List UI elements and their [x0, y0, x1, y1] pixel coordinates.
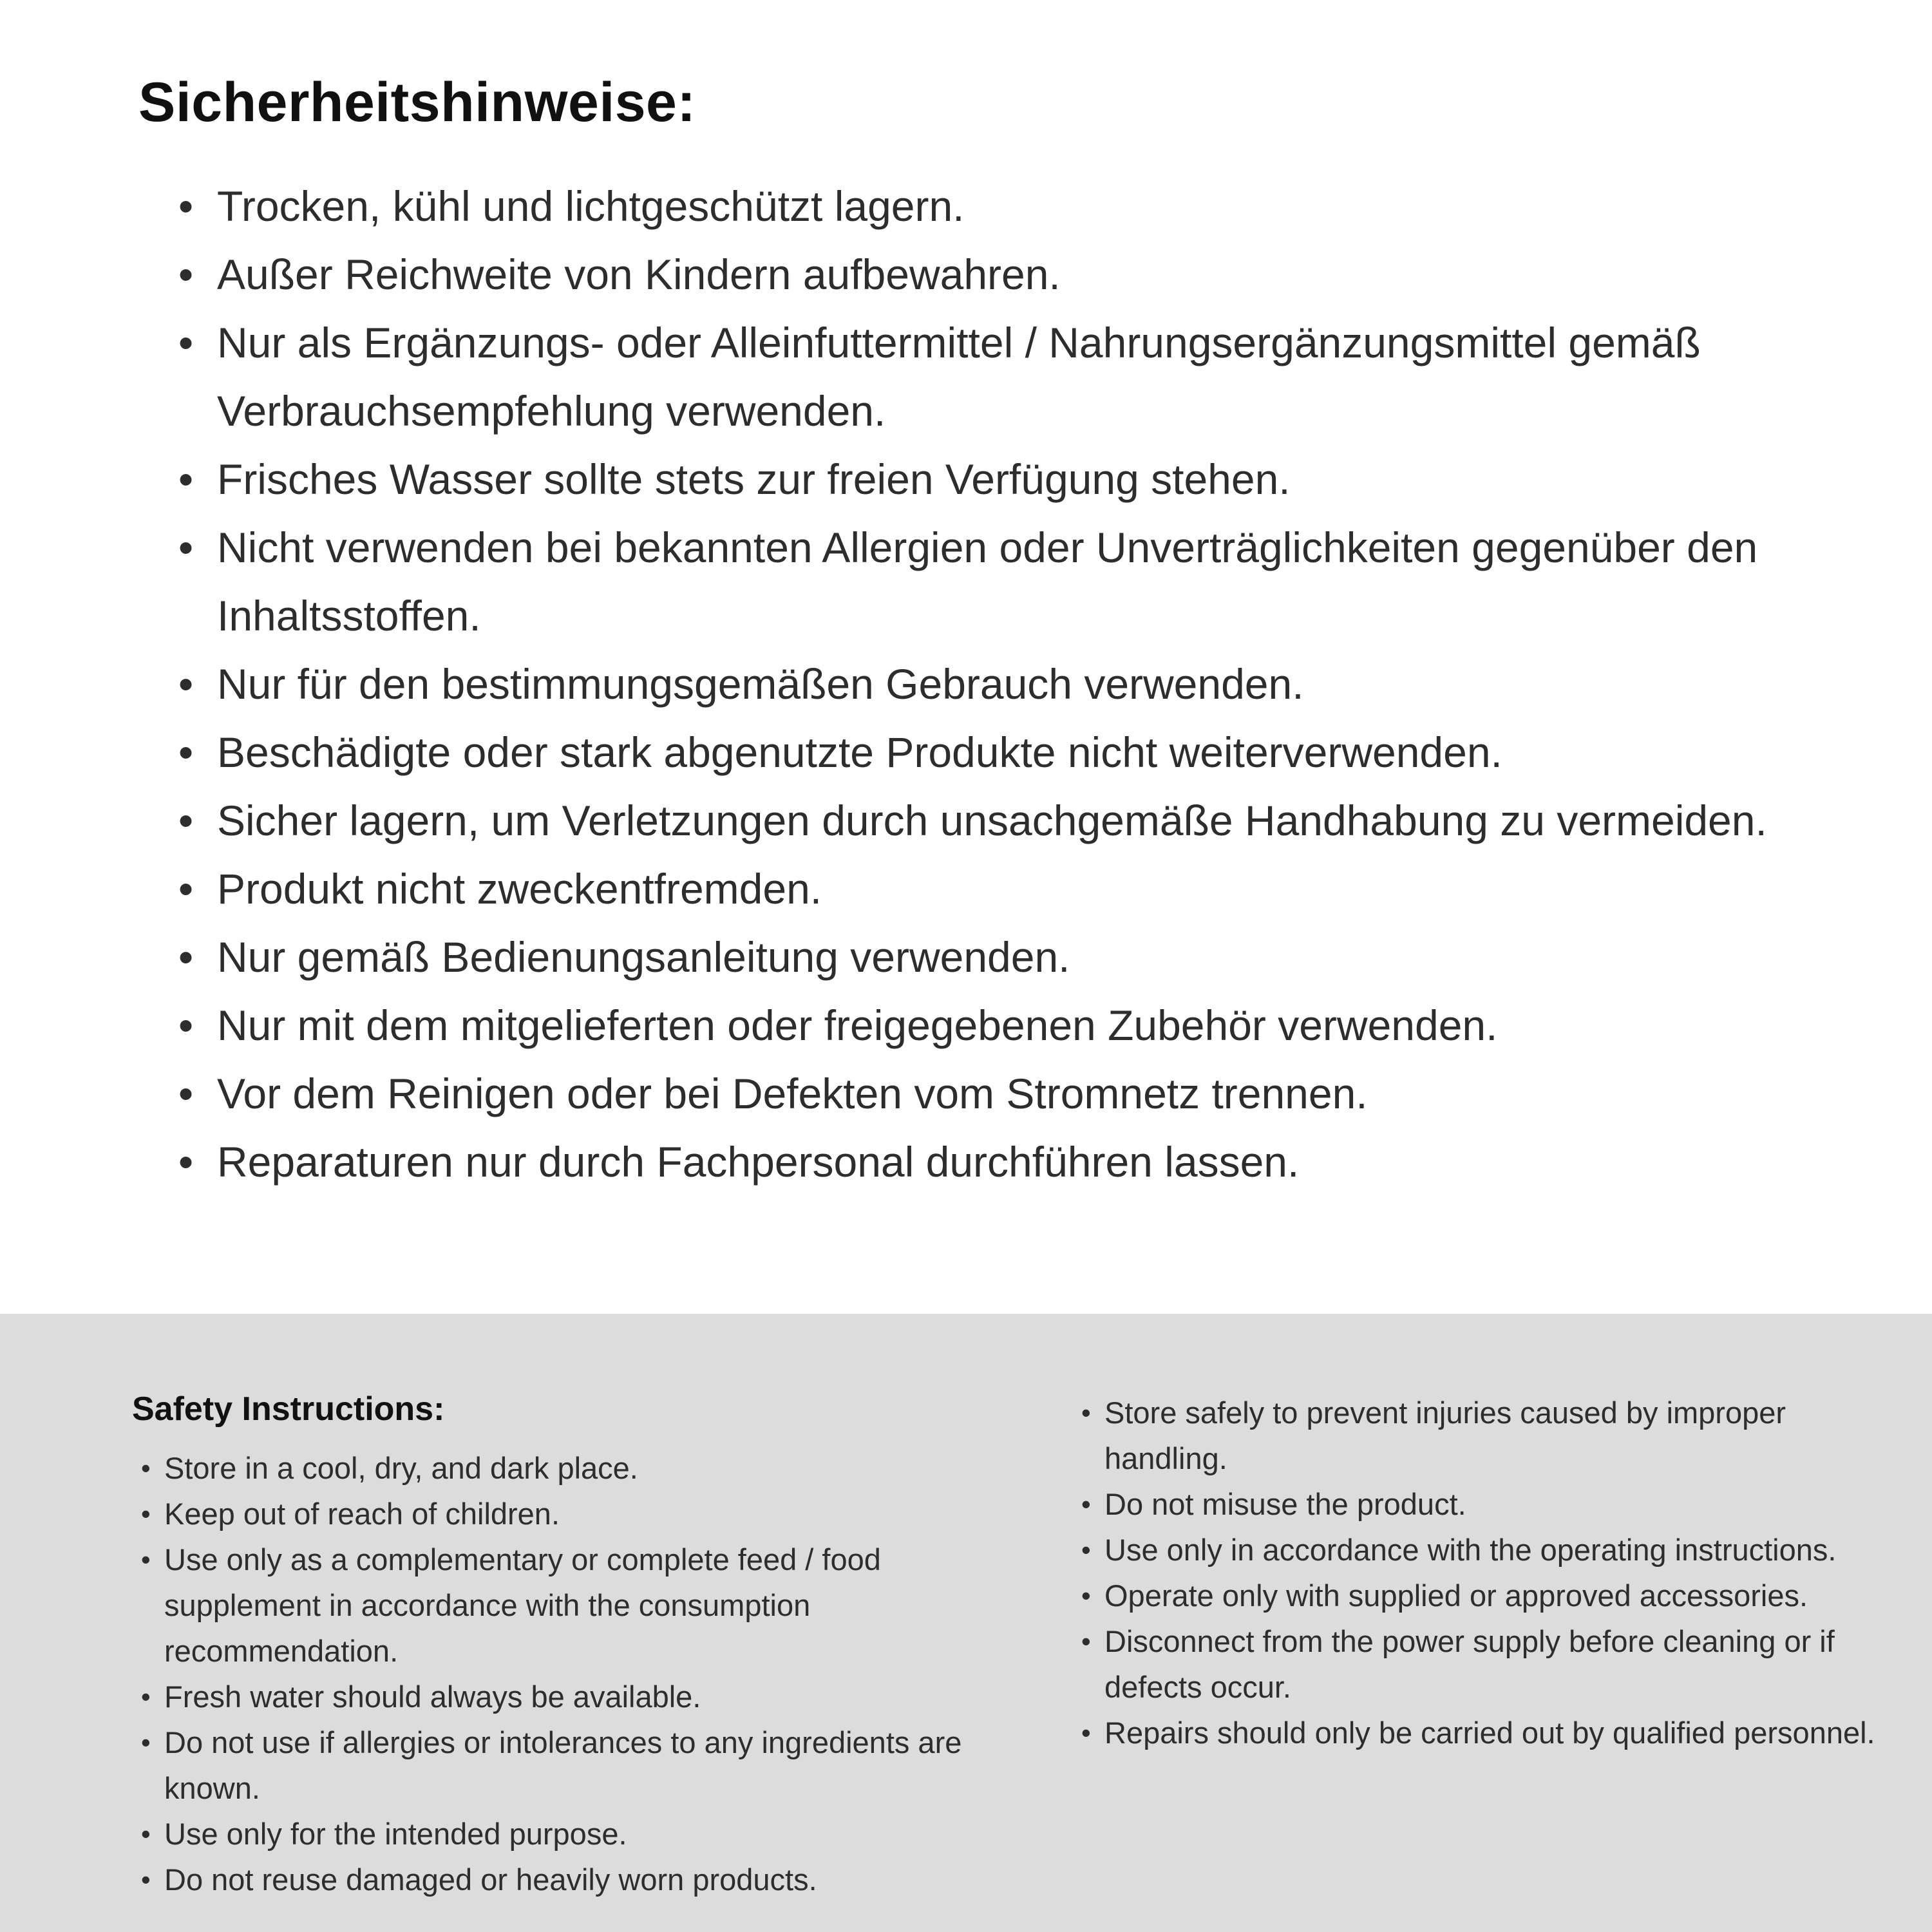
german-bullet-item: • Nur mit dem mitgelieferten oder freigegebenen Zubehör verwenden.: [171, 991, 1816, 1059]
english-bullet-item: • Use only as a complementary or complete feed / food supplement in accordance with the consumption recommendation.: [132, 1537, 995, 1674]
english-left-bullet-list: [132, 1445, 995, 1902]
english-bullet-item: • Use only for the intended purpose.: [132, 1811, 995, 1857]
german-bullet-item: • Reparaturen nur durch Fachpersonal durchführen lassen.: [171, 1128, 1816, 1196]
english-section: [0, 1314, 1932, 1932]
german-bullet-item: • Nur gemäß Bedienungsanleitung verwenden.: [171, 923, 1816, 991]
english-bullet-item: • Use only in accordance with the operating instructions.: [1072, 1527, 1909, 1573]
german-bullet-item: • Beschädigte oder stark abgenutzte Produkte nicht weiterverwenden.: [171, 718, 1816, 786]
english-right-bullet-list: [1072, 1390, 1909, 1756]
german-bullet-item: • Produkt nicht zweckentfremden.: [171, 855, 1816, 923]
english-bullet-item: • Operate only with supplied or approved accessories.: [1072, 1573, 1909, 1618]
german-bullet-item: • Nur als Ergänzungs- oder Alleinfuttermittel / Nahrungsergänzungsmittel gemäß Verbrauchsempfehlung verwenden.: [171, 308, 1816, 445]
german-bullet-item: • Sicher lagern, um Verletzungen durch unsachgemäße Handhabung zu vermeiden.: [171, 786, 1816, 855]
english-bullet-item: • Store safely to prevent injuries caused by improper handling.: [1072, 1390, 1909, 1481]
english-bullet-item: • Disconnect from the power supply before cleaning or if defects occur.: [1072, 1618, 1909, 1710]
english-right-column: [1072, 1390, 1909, 1932]
english-bullet-item: • Do not use if allergies or intolerances to any ingredients are known.: [132, 1719, 995, 1811]
english-bullet-item: • Do not misuse the product.: [1072, 1481, 1909, 1527]
german-section-title: Sicherheitshinweise:: [138, 71, 696, 133]
english-left-column: [132, 1390, 995, 1932]
english-bullet-item: • Fresh water should always be available.: [132, 1674, 995, 1719]
german-bullet-item: • Frisches Wasser sollte stets zur freien Verfügung stehen.: [171, 445, 1816, 513]
german-bullet-item: • Nicht verwenden bei bekannten Allergien oder Unverträglichkeiten gegenüber den Inhaltsstoffen.: [171, 513, 1816, 650]
german-bullet-item: • Vor dem Reinigen oder bei Defekten vom Stromnetz trennen.: [171, 1059, 1816, 1128]
german-bullet-item: • Trocken, kühl und lichtgeschützt lagern.: [171, 172, 1816, 240]
english-bullet-item: • Do not reuse damaged or heavily worn products.: [132, 1857, 995, 1902]
english-bullet-item: • Repairs should only be carried out by qualified personnel.: [1072, 1710, 1909, 1756]
german-bullet-item: • Nur für den bestimmungsgemäßen Gebrauch verwenden.: [171, 650, 1816, 718]
english-bullet-item: • Store in a cool, dry, and dark place.: [132, 1445, 995, 1491]
german-bullet-list: [171, 172, 1816, 1196]
german-bullet-item: • Außer Reichweite von Kindern aufbewahren.: [171, 240, 1816, 308]
english-section-title: Safety Instructions:: [132, 1390, 445, 1428]
english-bullet-item: • Keep out of reach of children.: [132, 1491, 995, 1537]
